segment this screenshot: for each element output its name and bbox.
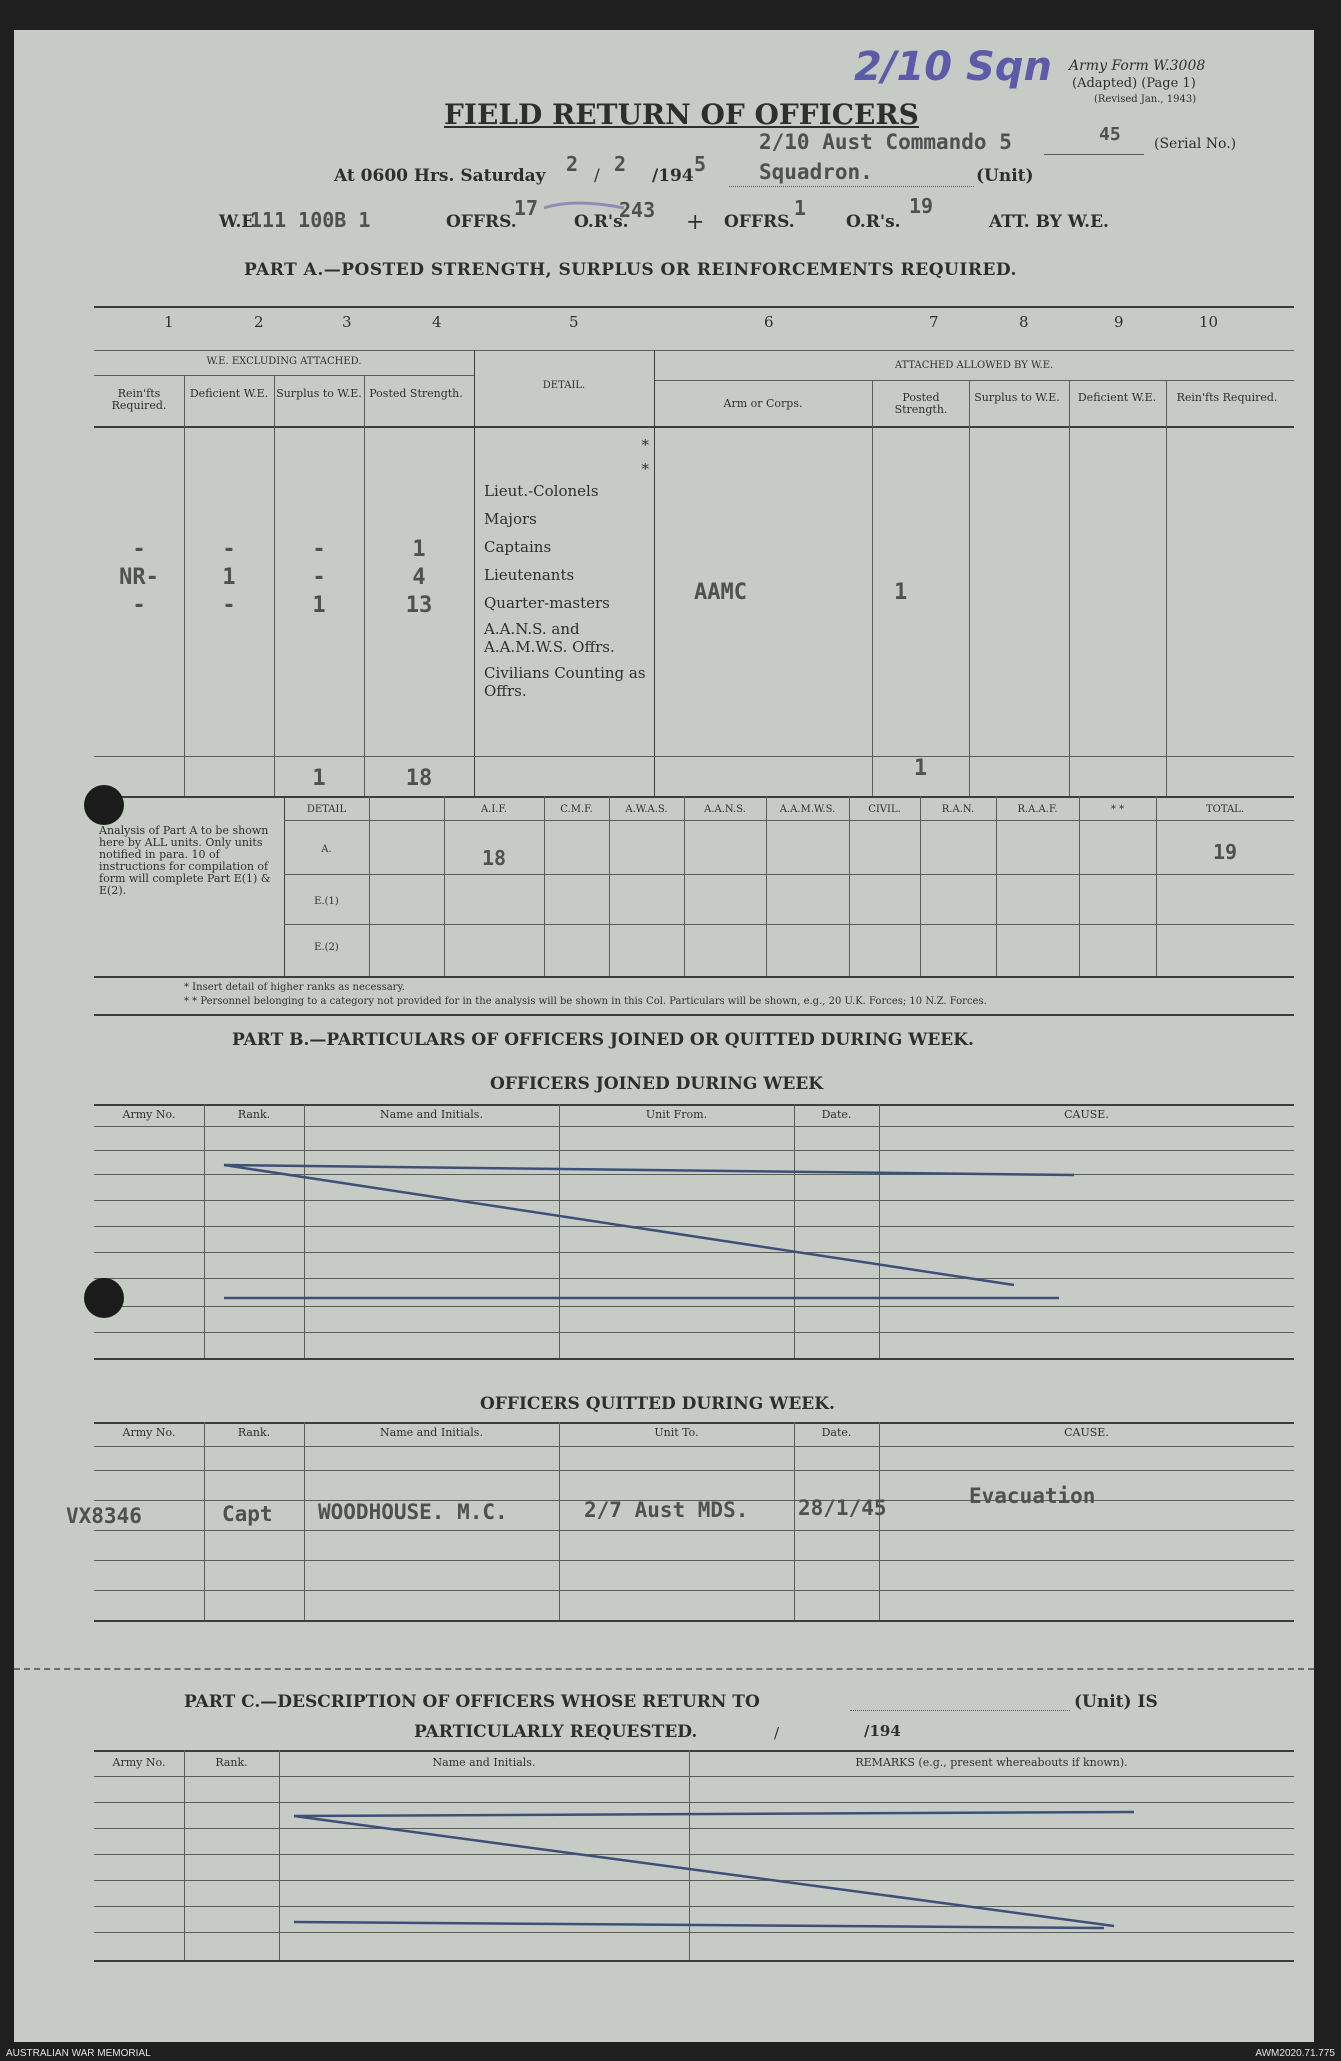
date-month: 2 [614, 152, 627, 176]
part-c-heading-unit: (Unit) IS [1074, 1692, 1158, 1712]
hdr-att-posted: Posted Strength. [894, 391, 948, 416]
quitted-headers: Army No. Rank. Name and Initials. Unit To. Date. CAUSE. [122, 1426, 1109, 1439]
col-reinf-values: - NR- - [119, 537, 159, 618]
joined-headers: Army No. Rank. Name and Initials. Unit From. Date. CAUSE. [122, 1108, 1109, 1121]
we-label: W.E. [219, 212, 261, 232]
hdr-arm: Arm or Corps. [723, 397, 803, 410]
detail-header: DETAIL. [542, 380, 586, 391]
date-year-prefix: /194 [652, 166, 694, 186]
form-adapted: (Adapted) (Page 1) [1072, 76, 1196, 91]
att-label: ATT. BY W.E. [989, 212, 1109, 232]
ors-label: O.R's. [574, 212, 629, 232]
part-c-heading: PART C.—DESCRIPTION OF OFFICERS WHOSE RETURN TO [184, 1692, 760, 1712]
form-revised: (Revised Jan., 1943) [1094, 94, 1197, 105]
form-page: 2/10 Sqn Army Form W.3008 (Adapted) (Page 1) (Revised Jan., 1943) (Serial No.) 45 FIELD RETURN OF OFFICERS 2/10 Aust Commando 5 Squadron. At 0600 Hrs. Saturday 2 / 2 /194 5 (Unit) W.E. 111 100B 1 OFFRS. 17 O.R's. 243 + OFFRS. 1 O.R's. 19 ATT. BY W.E. PART A.—POSTED STRENGTH, SURPLUS OR REINFORCEMENTS REQUIRED. 1 2 3 4 5 6 7 8 9 10 W.E. EXCLUDING ATTACHED. ATTACHED ALLOWED BY W.E. DETAIL. Rein'fts Required. Deficient W.E. Surplus to W.E. Posted Strength. Arm or Corps. Posted Strength. Surplus to W.E. Deficient W.E. Rein'fts Required. * * Lieut.-Colonels Majors Captains Lieutenants Quarter-masters A.A.N.S. and A.A.M.W.S. Offrs. Civilians Counting as Offrs. - NR- - - 1 - - - 1 1 4 13 AAMC 1 1 18 1 Analysis of Part A to be shown here by ALL units. Only units notified in para. 10 of instructions for compilation of form will complete Part E(1) & E(2). DETAIL A.I.F. C.M.F. A.W.A.S. A.A.N.S. A.A.M.W.S. CIVIL. R.A.N. R.A.A.F. * * TOTAL. A. E.(1) E.(2) 18 19 * Insert detail of higher ranks as necessary. * * Personnel belonging to a category not provided for in the analysis will be shown in this Col. Particulars will be shown, e.g., 20 U.K. Forces; 10 N.Z. Forces. PART B.—PARTICULARS OF OFFICERS JOINED OR QUITTED DURING WEEK. OFFICERS JOINED DURING WEEK Army No. Rank. Name and Initials. Unit From. Date. CAUSE. OFFICERS QUITTED DURING WEEK. Army No. Rank. Name and Initials. Unit To. Date. CAUSE. VX8346 Capt WOODHOUSE. M.C. 2/7 Aust MDS. 28/1/45 Evacuation PART C.—DESCRIPTION OF OFFICERS WHOSE RETURN TO (Unit) IS PARTICULARLY REQUESTED. / /194 Army No. Rank. Name and Initials. REMARKS (e.g., present whereabouts if known). [14, 30, 1314, 2042]
column-numbers: 1 2 3 4 5 6 7 8 9 10 [164, 313, 1219, 331]
joined-title: OFFICERS JOINED DURING WEEK [490, 1074, 824, 1094]
footnote-2: * * Personnel belonging to a category not provided for in the analysis will be shown in this Col. Particulars will be shown, e.g., 20 U.K. Forces; 10 N.Z. Forces. [184, 996, 987, 1007]
col-deficient-values: - 1 - [222, 537, 236, 618]
quitted-name: WOODHOUSE. M.C. [318, 1500, 508, 1524]
att-ors-label: O.R's. [846, 212, 901, 232]
arm-value: AAMC [694, 580, 747, 605]
plus-sign: + [686, 210, 705, 235]
quitted-title: OFFICERS QUITTED DURING WEEK. [480, 1394, 835, 1414]
serial-no: 45 [1099, 124, 1121, 145]
quitted-rank: Capt [222, 1502, 273, 1526]
aif-value: 18 [481, 846, 507, 870]
punch-hole-top [84, 785, 124, 825]
part-b-heading: PART B.—PARTICULARS OF OFFICERS JOINED OR QUITTED DURING WEEK. [232, 1030, 974, 1050]
hdr-att-reinf: Rein'fts Required. [1176, 391, 1278, 404]
army-form-id: Army Form W.3008 [1069, 58, 1206, 74]
total-posted: 18 [405, 766, 433, 791]
rank-list: * * Lieut.-Colonels Majors Captains Lieutenants Quarter-masters A.A.N.S. and A.A.M.W.S. Offrs. Civilians Counting as Offrs. [484, 436, 649, 700]
hdr-surplus: Surplus to W.E. [276, 387, 362, 400]
hdr-reinf: Rein'fts Required. [111, 387, 167, 412]
hdr-att-surplus: Surplus to W.E. [974, 391, 1060, 404]
analysis-row-a: A. [321, 844, 332, 855]
quitted-cause: Evacuation [969, 1484, 1096, 1508]
serial-label: (Serial No.) [1154, 136, 1237, 152]
col-surplus-values: - - 1 [312, 537, 326, 618]
hdr-posted: Posted Strength. [369, 387, 463, 400]
offrs-value: 17 [514, 196, 539, 220]
att-offrs-label: OFFRS. [724, 212, 795, 232]
col-posted-values: 1 4 13 [405, 537, 433, 618]
part-c-headers: Army No. Rank. Name and Initials. REMARKS (e.g., present whereabouts if known). [112, 1756, 1128, 1769]
we-value: 111 100B 1 [250, 208, 371, 232]
we-excl-header: W.E. EXCLUDING ATTACHED. [206, 356, 362, 367]
date-year-suffix: 5 [694, 152, 707, 176]
total-value: 19 [1212, 840, 1238, 864]
punch-hole-bottom [84, 1278, 124, 1318]
analysis-row-e1: E.(1) [314, 896, 339, 907]
ink-cancel-strokes [14, 30, 1314, 2042]
unit-label: (Unit) [976, 166, 1034, 186]
att-ors-value: 19 [909, 194, 934, 218]
hdr-deficient: Deficient W.E. [189, 387, 269, 400]
footnote-1: * Insert detail of higher ranks as necessary. [184, 982, 405, 993]
footer-right: AWM2020.71.775 [1255, 2048, 1335, 2059]
att-offrs-value: 1 [794, 196, 807, 220]
offrs-label: OFFRS. [446, 212, 517, 232]
total-surplus: 1 [312, 766, 326, 791]
quitted-army-no: VX8346 [66, 1504, 142, 1528]
unit-typed: 2/10 Aust Commando 5 [759, 130, 1012, 154]
attached-header: ATTACHED ALLOWED BY W.E. [894, 360, 1054, 371]
date-day: 2 [566, 152, 579, 176]
quitted-unit: 2/7 Aust MDS. [584, 1498, 749, 1522]
part-c-heading-2: PARTICULARLY REQUESTED. [414, 1722, 698, 1742]
page-title: FIELD RETURN OF OFFICERS [444, 98, 919, 131]
total-att-posted: 1 [913, 756, 928, 781]
unit-typed-2: Squadron. [759, 160, 873, 184]
part-a-heading: PART A.—POSTED STRENGTH, SURPLUS OR REINFORCEMENTS REQUIRED. [244, 260, 1017, 280]
part-c-heading-year: /194 [864, 1722, 901, 1740]
att-posted-value: 1 [894, 580, 908, 605]
analysis-row-e2: E.(2) [314, 942, 339, 953]
analysis-headers: DETAIL A.I.F. C.M.F. A.W.A.S. A.A.N.S. A.A.M.W.S. CIVIL. R.A.N. R.A.A.F. * * TOTAL. [306, 804, 1245, 815]
ors-value: 243 [619, 198, 656, 222]
footer-left: AUSTRALIAN WAR MEMORIAL [6, 2048, 151, 2059]
analysis-note: Analysis of Part A to be shown here by ALL units. Only units notified in para. 10 of instructions for compilation of form will complete Part E(1) & E(2). [99, 824, 271, 897]
at-line-label: At 0600 Hrs. Saturday [334, 166, 546, 186]
quitted-date: 28/1/45 [798, 1496, 887, 1520]
handwritten-unit: 2/10 Sqn [854, 44, 1052, 90]
hdr-att-deficient: Deficient W.E. [1077, 391, 1157, 404]
